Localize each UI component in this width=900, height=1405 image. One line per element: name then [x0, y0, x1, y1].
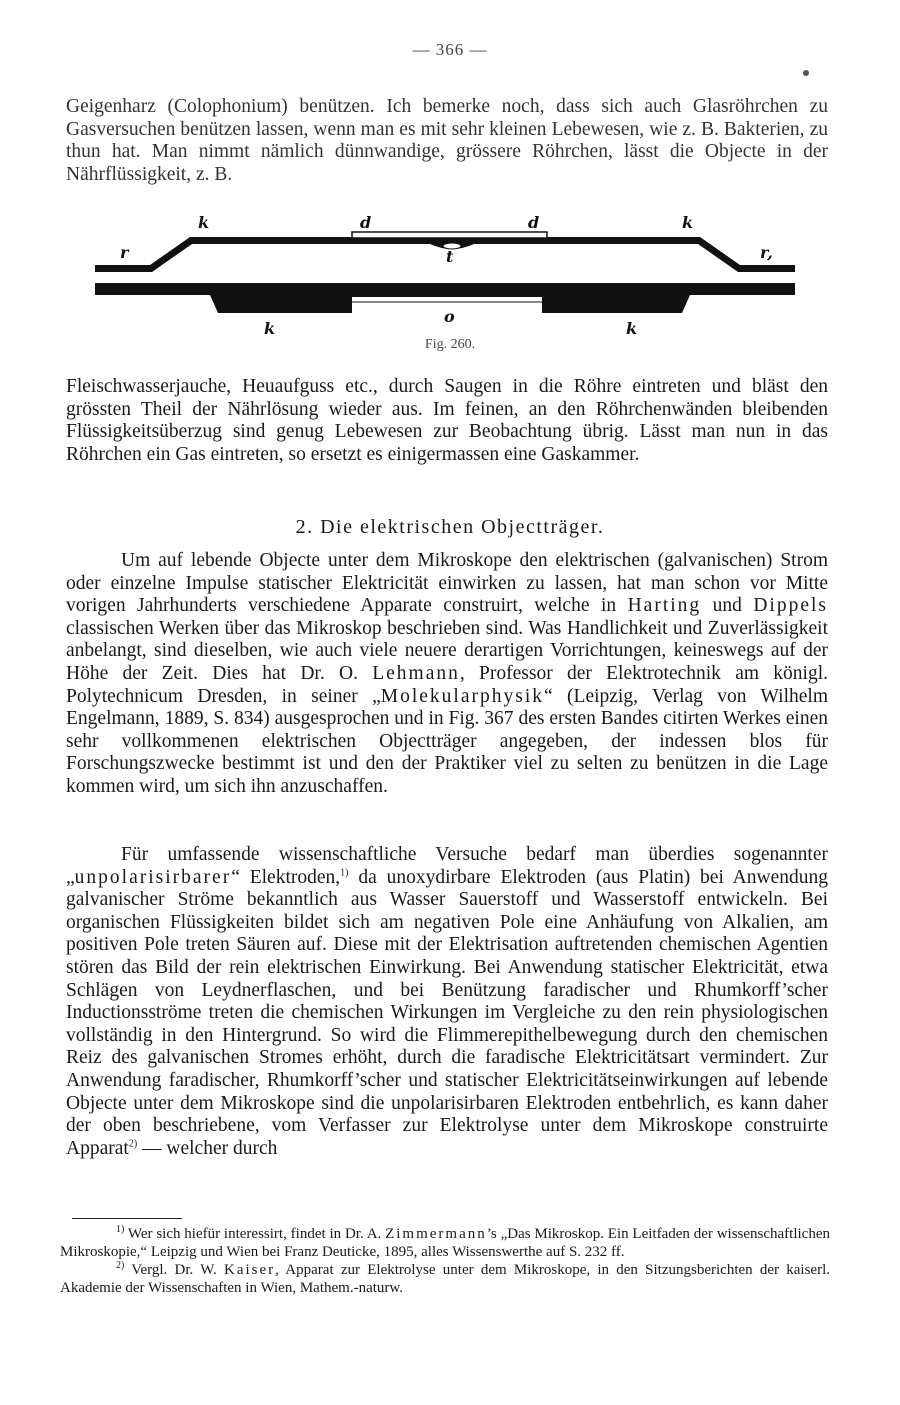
- text-run: “ (Leipzig, Verlag von Wilhelm Engelmann, 1889, S. 834) ausgesprochen und in Fig. 367 des ersten Bandes citirten Werkes einen sehr vollkommenen elektrischen Objectträger angegeben, der indessen blos für Forschungszwecke bestimmt ist und den der Praktiker viel zu selten zu benützen in die Lage kommen wird, um sich ihn anzuschaffen.: [66, 685, 829, 797]
- text-run: und: [701, 595, 754, 617]
- name-harting: Harting: [627, 595, 702, 617]
- footnote-divider: [72, 1218, 182, 1219]
- paragraph-elektroden: [66, 844, 828, 1160]
- name-kaiser: Kaiser: [224, 1262, 276, 1278]
- cover-glass: [352, 232, 547, 238]
- ink-smudge: [803, 70, 809, 76]
- footnotes: [60, 1225, 830, 1297]
- footnote-1: [60, 1225, 830, 1261]
- label-t: t: [446, 247, 454, 266]
- label-k-bottom-left: k: [264, 319, 276, 338]
- text-run: “ Elektroden,: [231, 866, 341, 888]
- name-zimmermann: Zimmermann: [385, 1226, 487, 1242]
- text-run: Wer sich hiefür interessirt, findet in Dr. A.: [124, 1226, 386, 1242]
- text-run: Um auf lebende Objecte unter dem Mikroskope den elektrischen (galvanischen) Strom oder einzelne Impulse statischer Elektricität einwirken zu lassen, hat man schon vor Mitte vorigen Jahrhunderts verschiedene Apparate construirt, welche in: [66, 550, 828, 617]
- text-run: , Professor der Elektrotechnik am königl. Polytechnicum Dresden, in seiner „: [66, 662, 828, 707]
- label-d-left: d: [360, 213, 372, 232]
- text-run: classischen Werken über das Mikroskop beschrieben sind. Was Handlichkeit und Zuverlässigkeit anbelangt, sind dieselben, wie auch viele neuere derartigen Vorrichtungen, keineswegs auf der Höhe der Zeit. Dies hat Dr. O.: [66, 617, 828, 684]
- name-lehmann: Lehmann: [372, 662, 460, 684]
- label-k-top-right: k: [682, 213, 694, 232]
- figure-caption: Fig. 260.: [424, 337, 476, 352]
- label-o: o: [444, 307, 455, 326]
- footnote-ref-2[interactable]: 2): [128, 1138, 138, 1150]
- term-unpolarisirbarer: unpolarisirbarer: [74, 866, 232, 888]
- page-number: — 366 —: [412, 40, 488, 59]
- footnote-mark-2: 2): [116, 1260, 125, 1271]
- text-run: — welcher durch: [137, 1137, 278, 1159]
- title-molekularphysik: Molekularphysik: [380, 685, 544, 707]
- text-run: ’s „Das Mikroskop. Ein Leitfaden der wissenschaftlichen Mikroskopie,“ Leipzig und Wien bei Franz Deuticke, 1895, alles Wissenswerthe auf S. 232 ff.: [60, 1226, 830, 1260]
- footnote-ref-1[interactable]: 1): [340, 867, 349, 879]
- label-r-left: r: [120, 243, 129, 262]
- label-k-bottom-right: k: [626, 319, 638, 338]
- text-run: , Apparat zur Elektrolyse unter dem Mikroskope, in den Sitzungsberichten der kaiserl. Akademie der Wissenschaften in Wien, Mathem.-naturw.: [60, 1262, 830, 1296]
- label-k-top-left: k: [198, 213, 210, 232]
- text-run: Für umfassende wissenschaftliche Versuche bedarf man überdies sogenannter „: [66, 844, 828, 888]
- section-heading: 2. Die elektrischen Objectträger.: [295, 516, 605, 538]
- paragraph-continuation: Fleischwasserjauche, Heuaufguss etc., durch Saugen in die Röhre eintreten und bläst den grössten Theil der Nährlösung wieder aus. Im feinen, an den Röhrchenwänden bleibenden Flüssigkeitsüberzug sind genug Lebewesen zur Beobachtung übrig. Lässt man nun in das Röhrchen ein Gas eintreten, so ersetzt es einigermassen eine Gaskammer.: [66, 376, 828, 465]
- label-r-right: r,: [760, 243, 773, 262]
- name-dippels: Dippels: [753, 595, 829, 617]
- footnote-mark-1: 1): [116, 1224, 125, 1235]
- footnote-2: [60, 1261, 830, 1297]
- text-run: Vergl. Dr. W.: [124, 1262, 224, 1278]
- label-d-right: d: [528, 213, 540, 232]
- text-run: da unoxydirbare Elektroden (aus Platin) bei Anwendung galvanischer Ströme bekanntlich aus Wasser Sauerstoff und Wasserstoff entwickeln. Bei organischen Flüssigkeiten bildet sich am negativen Pole eine Anhäufung von Alkalien, am positiven Pole treten Säuren auf. Diese mit der Elektrisation auftretenden chemischen Agentien stören das Bild der rein elektrischen Einwirkung. Bei Anwendung statischer Elektricität, etwa Schlägen von Leydnerflaschen, und bei Benützung faradischer und Rhumkorff’scher Inductionsströme treten die chemischen Wirkungen im Vergleiche zu den rein physiologischen vollständig in den Hintergrund. So wird die Flimmerepithelbewegung durch den chemischen Reiz des galvanischen Stromes erhöht, durch die faradische Elektricitätsart vermindert. Zur Anwendung faradischer, Rhumkorff’scher und statischer Elektricitätseinwirkungen auf lebende Objecte unter dem Mikroskope sind die unpolarisirbaren Elektroden entbehrlich, es kann daher der oben beschriebene, vom Verfasser zur Elektrolyse unter dem Mikroskope construirte Apparat: [66, 866, 828, 1159]
- upper-tube-wall: [95, 237, 795, 272]
- paragraph-intro: Geigenharz (Colophonium) benützen. Ich bemerke noch, dass sich auch Glasröhrchen zu Gasversuchen benützen lassen, wenn man es mit sehr kleinen Lebewesen, wie z. B. Bakterien, zu thun hat. Man nimmt nämlich dünnwandige, grössere Röhrchen, lässt die Objecte in der Nährflüssigkeit, z. B.: [66, 96, 828, 185]
- paragraph-objecttraeger: [66, 550, 828, 799]
